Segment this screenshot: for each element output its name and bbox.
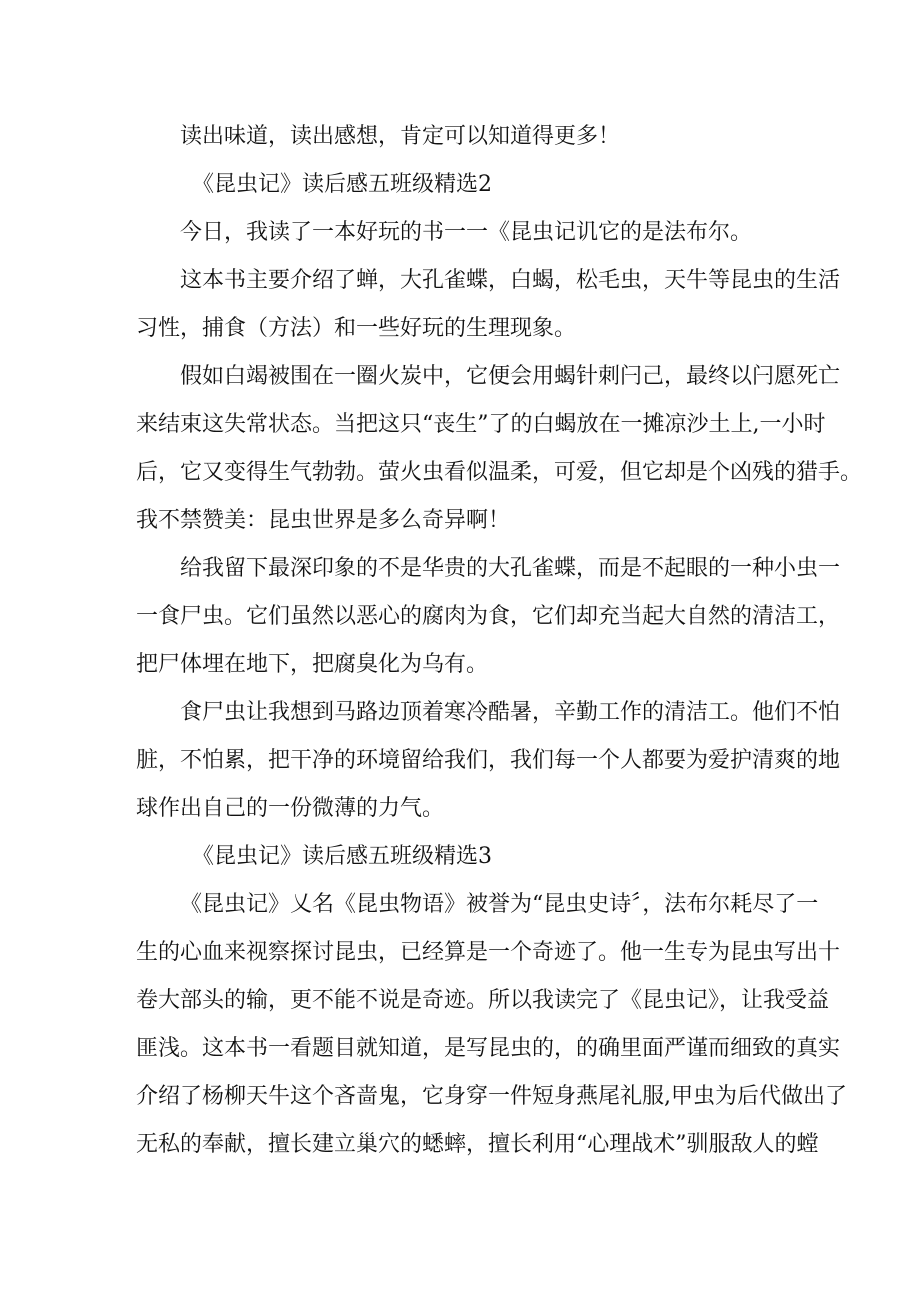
text-line: 生的心血来视察探讨昆虫，已经算是一个奇迹了。他一生专为昆虫写出十 [136, 940, 841, 965]
text-line: 假如白竭被围在一圈火炭中，它便会用蝎针刺闩己，最终以闩愿死亡 [180, 364, 841, 389]
text-line: 食尸虫让我想到马路边顶着寒冷酷暑，辛勤工作的清洁工。他们不怕 [180, 700, 841, 725]
section-heading: 《昆虫记》读后感五班级精选3 [192, 844, 492, 869]
text-line: 介绍了杨柳天牛这个吝啬鬼，它身穿一件短身燕尾礼服,甲虫为后代做出了 [136, 1084, 847, 1109]
text-line: 《昆虫记》乂名《昆虫物语》被誉为“昆虫史诗〞，法布尔耗尽了一 [180, 892, 819, 917]
text-line: 习性，捕食（方法）和一些好玩的生理现象。 [136, 316, 577, 341]
text-line: 今日，我读了一本好玩的书一一《昆虫记讥它的是法布尔。 [180, 220, 753, 245]
text-line: 我不禁赞美：昆虫世界是多么奇异啊！ [136, 508, 511, 533]
text-line: 来结束这失常状态。当把这只“丧生”了的白蝎放在一摊凉沙土上,一小时 [136, 412, 826, 437]
text-line: 这本书主要介绍了蝉，大孔雀蝶，白蝎，松毛虫，天牛等昆虫的生活 [180, 268, 841, 293]
text-line: 读出味道，读出感想，肯定可以知道得更多！ [180, 124, 621, 149]
text-line: 给我留下最深印象的不是华贵的大孔雀蝶，而是不起眼的一种小虫一 [180, 556, 841, 581]
text-line: 一食尸虫。它们虽然以恶心的腐肉为食，它们却充当起大自然的清洁工， [136, 604, 841, 629]
text-line: 后，它又变得生气勃勃。萤火虫看似温柔，可爱，但它却是个凶残的猎手。 [136, 460, 863, 485]
text-line: 卷大部头的输，更不能不说是奇迹。所以我读完了《昆虫记》，让我受益 [136, 988, 830, 1013]
text-line: 把尸体埋在地下，把腐臭化为乌有。 [136, 652, 489, 677]
text-line: 匪浅。这本书一看题目就知道，是写昆虫的，的确里面严谨而细致的真实 [136, 1036, 841, 1061]
text-line: 脏，不怕累，把干净的环境留给我们，我们每一个人都要为爱护清爽的地 [136, 748, 841, 773]
text-line: 球作出自己的一份微薄的力气。 [136, 796, 445, 821]
text-line: 无私的奉献，擅长建立巢穴的蟋蟀，擅长利用“心理战术”驯服敌人的螳 [136, 1132, 819, 1157]
section-heading: 《昆虫记》读后感五班级精选2 [192, 172, 492, 197]
